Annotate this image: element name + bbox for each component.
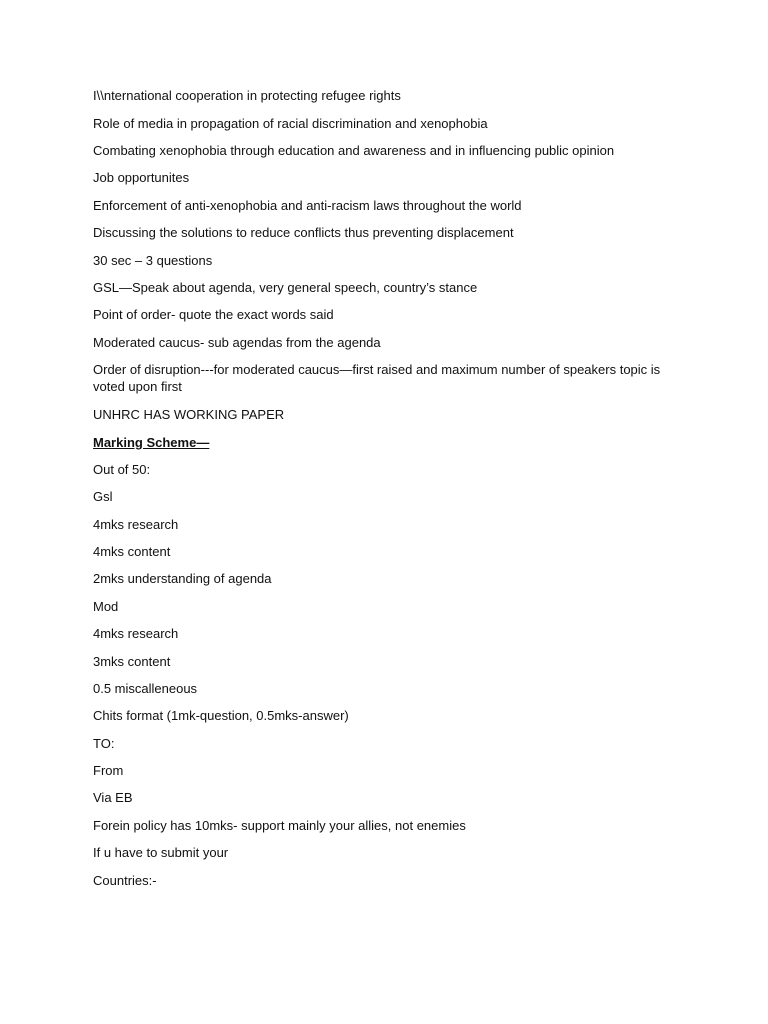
agenda-reduce-conflicts: Discussing the solutions to reduce conflicts thus preventing displacement xyxy=(93,225,514,240)
chits-from: From xyxy=(93,763,124,778)
agenda-combating-xenophobia: Combating xenophobia through education and awareness and in influencing public opinion xyxy=(93,143,615,158)
marking-out-of-50: Out of 50: xyxy=(93,462,151,477)
marking-gsl: Gsl xyxy=(93,489,113,504)
marking-scheme-heading: Marking Scheme— xyxy=(93,435,210,450)
chits-to: TO: xyxy=(93,736,115,751)
marking-miscellaneous: 0.5 miscalleneous xyxy=(93,681,198,696)
agenda-international-cooperation: I\\nternational cooperation in protecting refugee rights xyxy=(93,88,401,103)
agenda-job-opportunities: Job opportunites xyxy=(93,170,190,185)
chits-via-eb: Via EB xyxy=(93,790,133,805)
marking-mod-content: 3mks content xyxy=(93,654,171,669)
note-foreign-policy: Forein policy has 10mks- support mainly your allies, not enemies xyxy=(93,818,466,833)
marking-mod: Mod xyxy=(93,599,119,614)
note-30-sec-questions: 30 sec – 3 questions xyxy=(93,253,213,268)
note-submit: If u have to submit your xyxy=(93,845,229,860)
note-countries: Countries:- xyxy=(93,873,157,888)
note-moderated-caucus: Moderated caucus- sub agendas from the agenda xyxy=(93,335,381,350)
chits-format: Chits format (1mk-question, 0.5mks-answer) xyxy=(93,708,349,723)
marking-gsl-research: 4mks research xyxy=(93,517,179,532)
marking-gsl-understanding: 2mks understanding of agenda xyxy=(93,571,272,586)
note-unhrc-working-paper: UNHRC HAS WORKING PAPER xyxy=(93,407,285,422)
marking-gsl-content: 4mks content xyxy=(93,544,171,559)
note-point-of-order: Point of order- quote the exact words said xyxy=(93,307,334,322)
marking-mod-research: 4mks research xyxy=(93,626,179,641)
note-order-of-disruption: Order of disruption---for moderated caucus—first raised and maximum number of speakers topic is voted upon first xyxy=(93,362,661,394)
agenda-role-of-media: Role of media in propagation of racial discrimination and xenophobia xyxy=(93,116,488,131)
agenda-enforcement-laws: Enforcement of anti-xenophobia and anti-racism laws throughout the world xyxy=(93,198,522,213)
note-gsl: GSL—Speak about agenda, very general speech, country’s stance xyxy=(93,280,478,295)
